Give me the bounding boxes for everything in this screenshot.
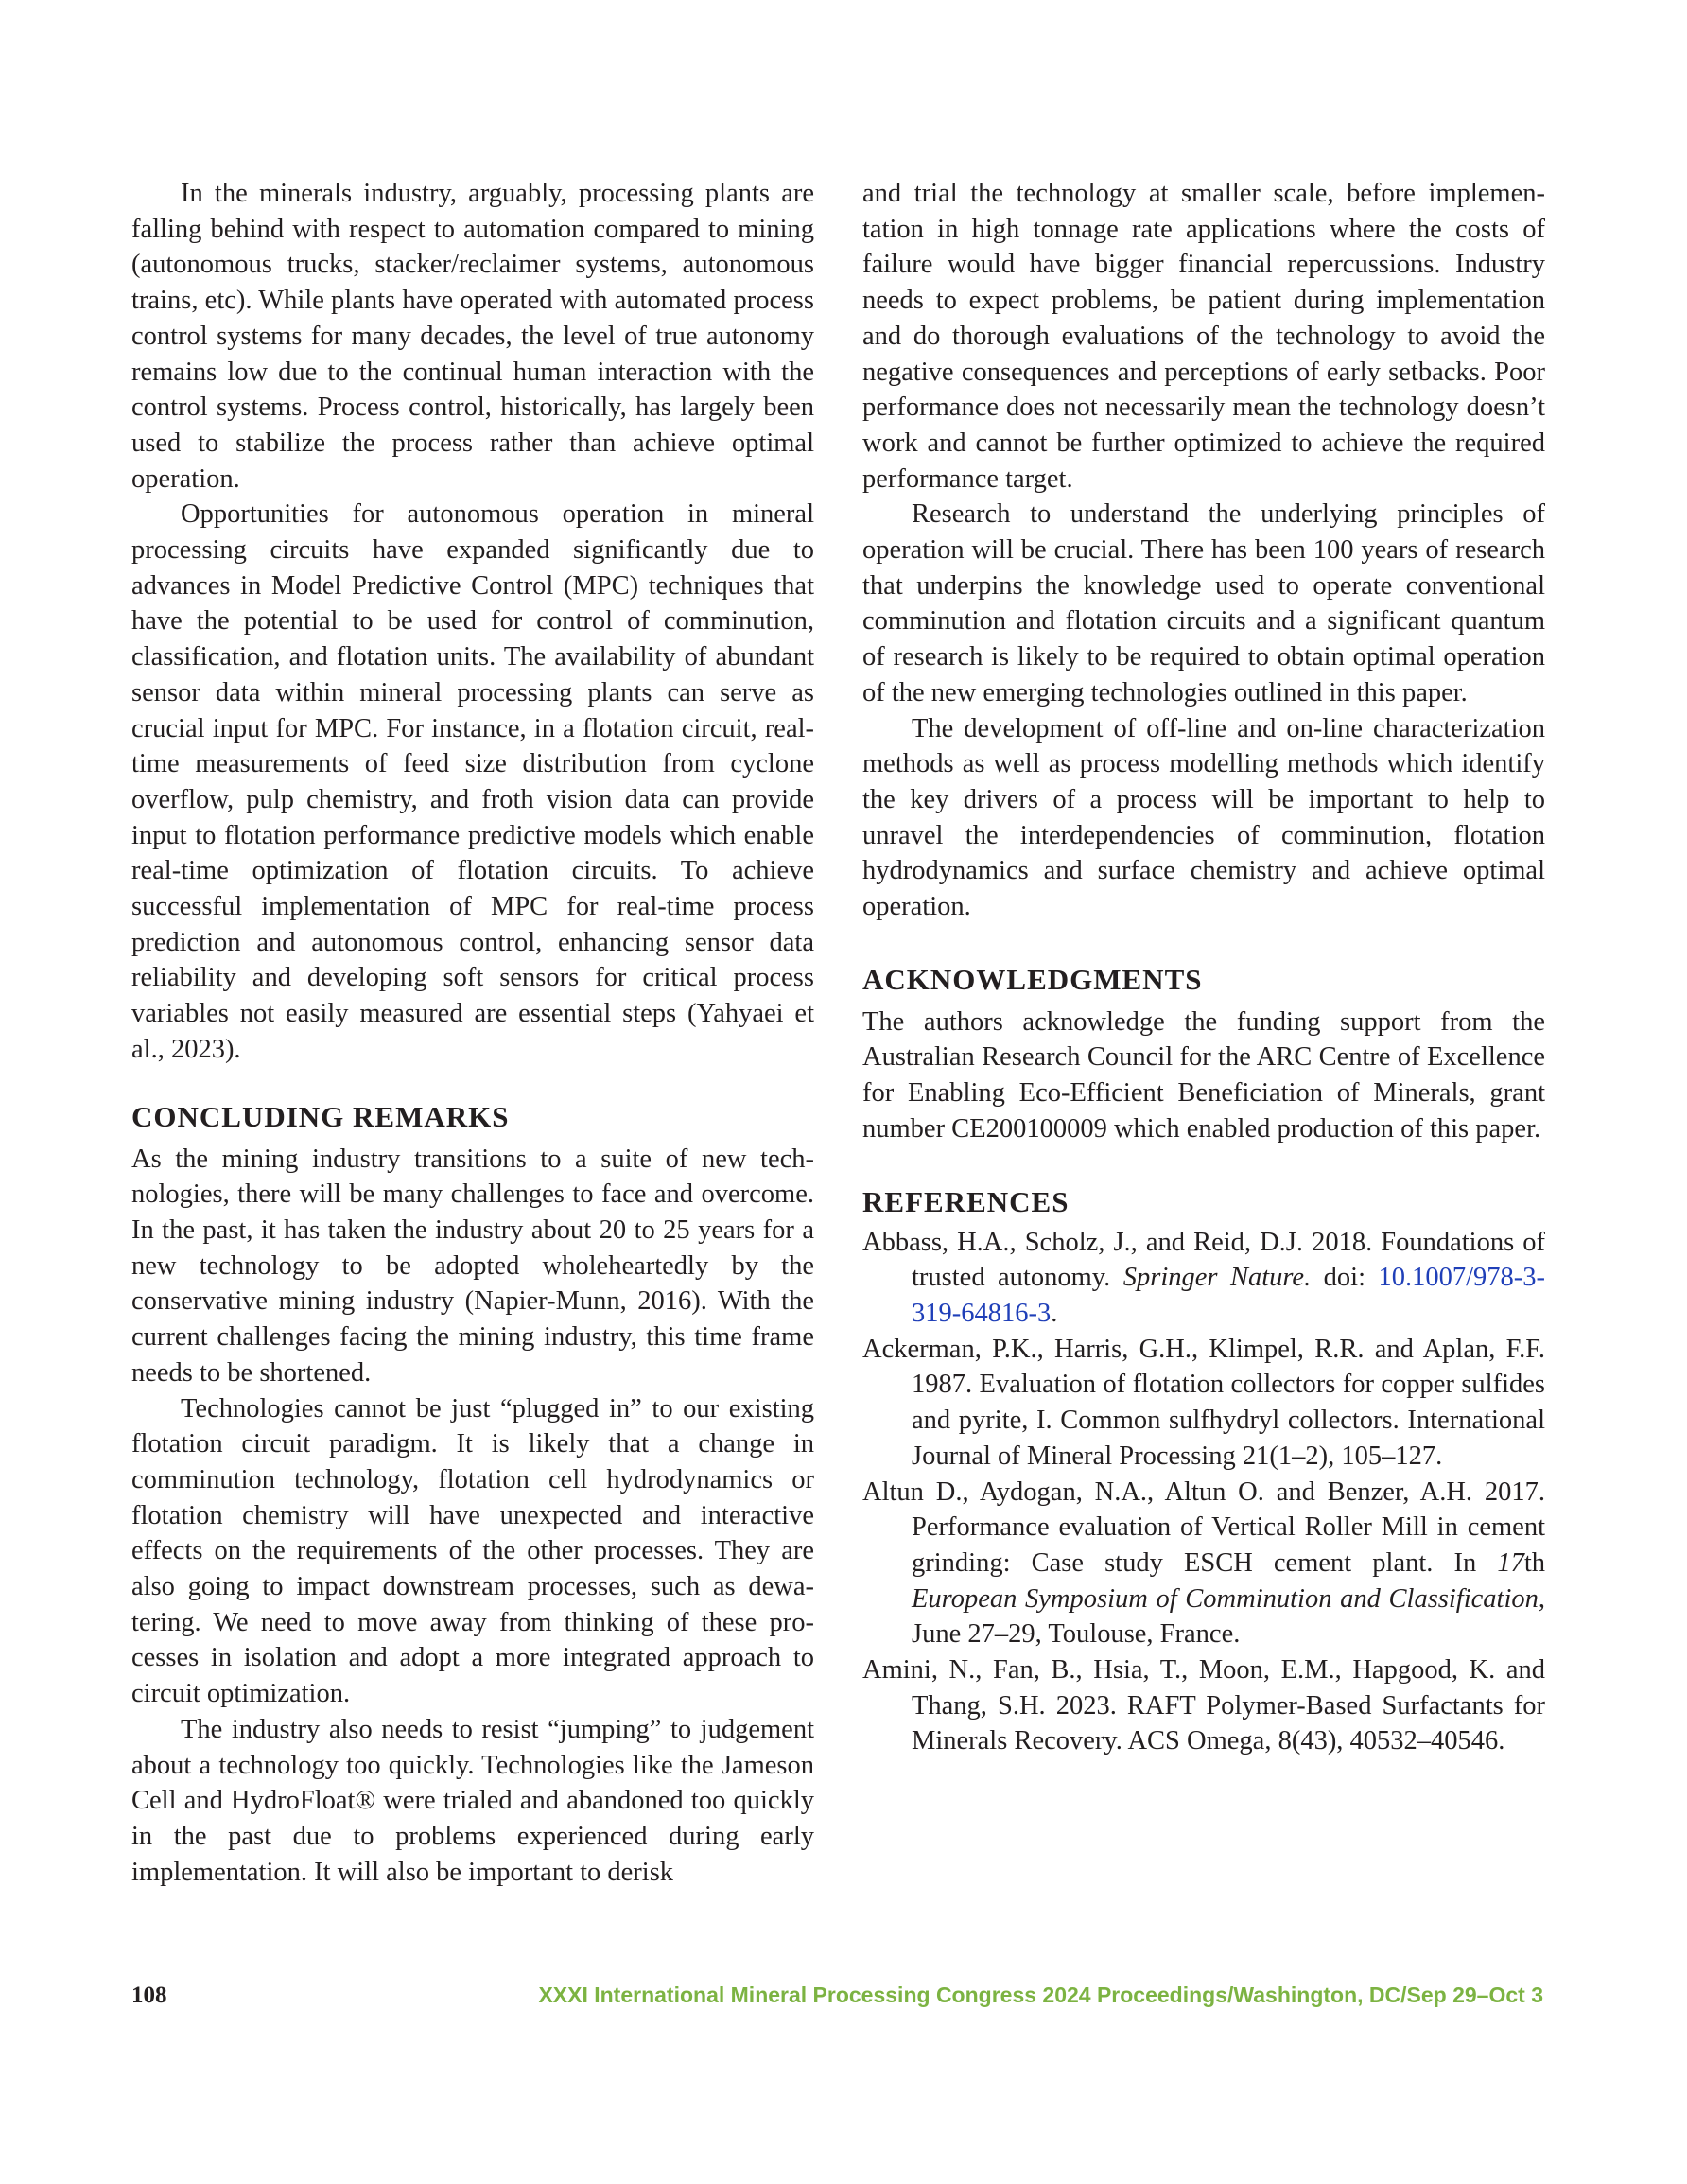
body-paragraph: In the minerals industry, arguably, processing plants are falling behind with respect to automation compared to mining (autonomous trucks, stacker/reclaimer systems, autonomous trains, etc). While plants have operated with automated process control systems for many decades, the level of true autonomy remains low due to the continual human interaction with the control systems. Process control, historically, has largely been used to stabilize the process rather than achieve optimal operation. xyxy=(131,179,814,494)
right-column xyxy=(862,176,1545,1759)
reference-end: . xyxy=(1051,1298,1058,1328)
reference-item xyxy=(862,1225,1545,1332)
reference-ordinal-number: 17 xyxy=(1497,1547,1524,1578)
reference-venue: European Symposium of Comminution and Classification xyxy=(912,1583,1539,1614)
reference-doi-label: doi: xyxy=(1311,1263,1379,1293)
reference-item xyxy=(862,1475,1545,1653)
reference-authors: Abbass, H.A., Scholz, J., and Reid, D.J. 2018. Foundations of trusted autonomy. xyxy=(862,1227,1545,1293)
reference-journal: Springer Nature. xyxy=(1122,1263,1312,1293)
footer-proceedings-title: XXXI International Mineral Processing Congress 2024 Proceedings/Washington, DC/Sep 29–Oct 3 xyxy=(538,1983,1543,2007)
section-heading-concluding-remarks: CONCLUDING REMARKS xyxy=(131,1099,510,1133)
reference-ordinal-suffix: th xyxy=(1523,1547,1545,1578)
acknowledgments-text: The authors acknowledge the funding support from the Australian Research Council for the ARC Centre of Excellence for Enabling Eco-Efficient Beneficiation of Minerals, grant number CE200100009 which enabled production of this paper. xyxy=(862,1006,1545,1144)
body-paragraph: and trial the technology at smaller scale, before implementation in high tonnage rate applications where the costs of failure would have bigger financial repercussions. Industry needs to expect problems, be patient during implementation and do thorough evaluations of the technology to avoid the negative consequences and perceptions of early setbacks. Poor performance does not necessarily mean the technology doesn’t work and cannot be further optimized to achieve the required performance target. xyxy=(862,179,1545,494)
body-paragraph: Opportunities for autonomous operation in mineral processing circuits have expanded significantly due to advances in Model Predictive Control (MPC) techniques that have the potential to be used for control of comminution, classification, and flotation units. The availability of abundant sensor data within mineral processing plants can serve as crucial input for MPC. For instance, in a flotation circuit, real-time measurements of feed size distribution from cyclone overflow, pulp chemistry, and froth vision data can provide input to flotation performance predictive models which enable real-time optimization of flotation circuits. To achieve successful implementation of MPC for real-time process prediction and autonomous control, enhancing sensor data reliability and developing soft sensors for critical process variables not easily measured are essential steps (Yahyaei et al., 2023). xyxy=(131,499,814,1064)
body-paragraph: Technologies cannot be just “plugged in” to our existing flotation circuit paradigm. It is likely that a change in comminution technology, flotation cell hydrodynamics or flotation chemistry will have unexpected and interactive effects on the requirements of the other processes. They are also going to impact downstream processes, such as dewatering. We need to move away from thinking of these processes in isolation and adopt a more integrated approach to circuit optimization. xyxy=(131,1393,814,1709)
body-paragraph: Research to understand the underlying principles of operation will be crucial. There has been 100 years of research that underpins the knowledge used to operate conventional comminution and flotation circuits and a significant quantum of research is likely to be required to obtain optimal operation of the new emerging technologies outlined in this paper. xyxy=(862,499,1545,708)
body-paragraph: As the mining industry transitions to a suite of new technologies, there will be many challenges to face and overcome. In the past, it has taken the industry about 20 to 25 years for a new technology to be adopted wholeheartedly by the conservative mining industry (Napier-Munn, 2016). With the current challenges facing the mining industry, this time frame needs to be shortened. xyxy=(131,1144,814,1388)
section-heading-acknowledgments: ACKNOWLEDGMENTS xyxy=(862,962,1203,996)
reference-text: Altun D., Aydogan, N.A., Altun O. and Benzer, A.H. 2017. Performance evaluation of Vertical Roller Mill in cement grinding: Case study ESCH cement plant. In xyxy=(862,1476,1545,1578)
body-paragraph: The development of off-line and on-line characterization methods as well as process modelling methods which identify the key drivers of a process will be important to help to unravel the interdependencies of comminution, flotation hydrodynamics and surface chemistry and achieve optimal operation. xyxy=(862,713,1545,922)
reference-item: Amini, N., Fan, B., Hsia, T., Moon, E.M., Hapgood, K. and Thang, S.H. 2023. RAFT Polymer-Based Surfactants for Minerals Recovery. ACS Omega, 8(43), 40532–40546. xyxy=(862,1655,1545,1756)
reference-item: Ackerman, P.K., Harris, G.H., Klimpel, R.R. and Aplan, F.F. 1987. Evaluation of flotation collectors for copper sulfides and pyrite, I. Common sulfhydryl collectors. International Journal of Mineral Processing 21(1–2), 105–127. xyxy=(862,1334,1545,1471)
reference-text: , June 27–29, Toulouse, France. xyxy=(912,1583,1545,1650)
doi-link[interactable]: 10.1007/978-3-319-64816-3 xyxy=(912,1263,1545,1328)
section-heading-references: REFERENCES xyxy=(862,1184,1070,1218)
body-paragraph: The industry also needs to resist “jumping” to judgement about a technology too quickly. Technologies like the Jameson Cell and HydroFloat® were trialed and abandoned too quickly in the past due to problems experienced during early implementation. It will also be important to derisk xyxy=(131,1714,814,1887)
page-number: 108 xyxy=(131,1983,167,2008)
left-column xyxy=(131,176,814,1890)
